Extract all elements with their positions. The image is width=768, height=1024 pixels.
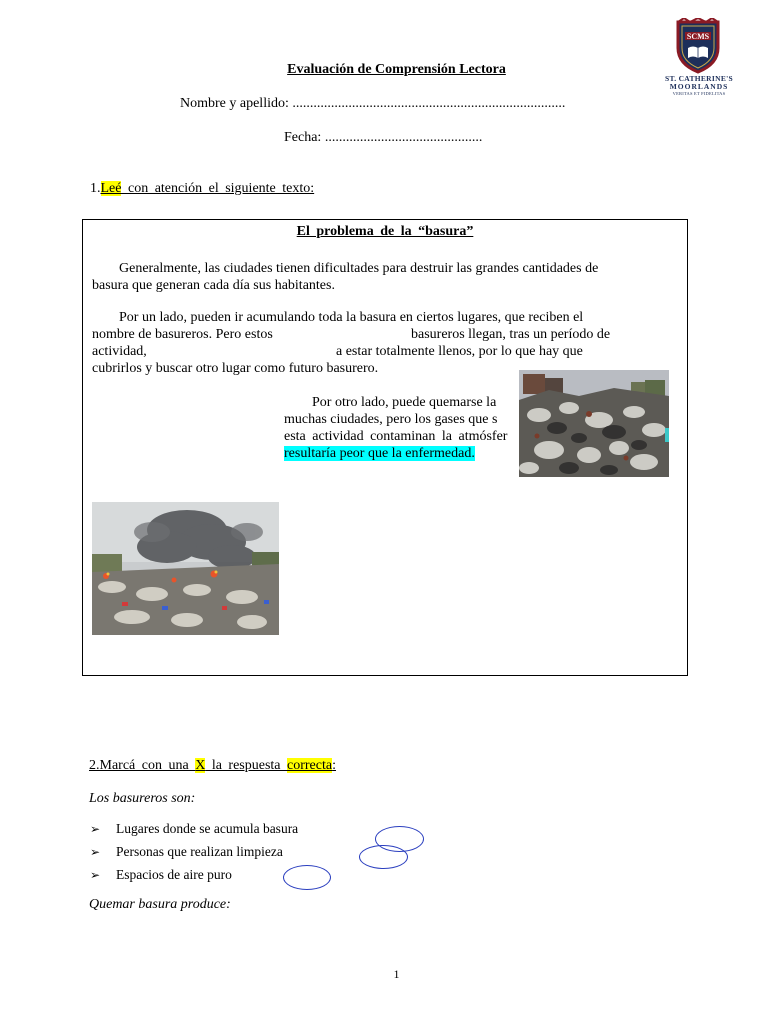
answer-oval-3[interactable] [283,865,331,890]
option-1[interactable] [90,821,298,837]
prompt-basureros: Los basureros son: [89,791,196,806]
date-field-line[interactable]: Fecha: ............................................. [284,130,483,145]
page-number: 1 [393,967,400,981]
paragraph-2-line-3b: a estar totalmente llenos, por lo que hay que [336,344,583,359]
paragraph-1-line-2: basura que generan cada día sus habitantes. [92,278,335,293]
option-3[interactable] [90,867,232,883]
arrow-bullet-icon: ➢ [90,822,101,836]
paragraph-3-line-3: esta actividad contaminan la atmósfer [284,429,508,444]
prompt-quemar-basura: Quemar basura produce: [89,897,231,912]
paragraph-2-line-4: cubrirlos y buscar otro lugar como futuro basurero. [92,361,379,376]
arrow-bullet-icon: ➢ [90,868,101,882]
paragraph-3-line-4: resultaría peor que la enfermedad. [284,446,475,461]
school-motto: VERITAS ET FIDELITAS [672,91,726,96]
paragraph-2-line-2b: basureros llegan, tras un período de [411,327,611,342]
question-1-text: con atención el siguiente texto: [121,181,315,196]
burning-garbage-photo [92,502,279,635]
arrow-bullet-icon: ➢ [90,845,101,859]
paragraph-3-line-1: Por otro lado, puede quemarse la [312,395,497,410]
question-2-highlight: correcta [287,758,333,773]
svg-text:SCMS: SCMS [686,32,710,41]
paragraph-2-line-3a: actividad, [92,344,147,359]
option-1-label: Lugares donde se acumula basura [116,821,299,836]
paragraph-2-line-2a: nombre de basureros. Pero estos [92,327,273,342]
paragraph-1-line-1: Generalmente, las ciudades tienen dificultades para destruir las grandes cantidades de [119,261,599,276]
question-2-instruction: 2.Marcá con una X la respuesta correcta: [89,758,336,773]
question-1-number: 1. [90,181,101,196]
garbage-dump-photo [519,370,669,477]
school-name-line1: ST. CATHERINE'S [665,74,733,83]
mark-x-highlight: X [195,758,206,773]
name-field-line[interactable]: Nombre y apellido: .............................................................................. [180,96,566,111]
school-name-line2: MOORLANDS [669,82,729,91]
page-title: Evaluación de Comprensión Lectora [287,62,506,77]
option-2[interactable] [90,844,283,860]
answer-oval-2[interactable] [359,845,408,869]
question-1-instruction [90,181,314,197]
option-3-label: Espacios de aire puro [116,867,232,882]
option-2-label: Personas que realizan limpieza [116,844,283,859]
paragraph-2-line-1: Por un lado, pueden ir acumulando toda la basura en ciertos lugares, que reciben el [119,310,584,325]
paragraph-3-line-2: muchas ciudades, pero los gases que s [284,412,498,427]
school-name [664,75,734,97]
reading-title: El problema de la “basura” [296,224,474,239]
question-1-highlight: Leé [100,181,122,196]
